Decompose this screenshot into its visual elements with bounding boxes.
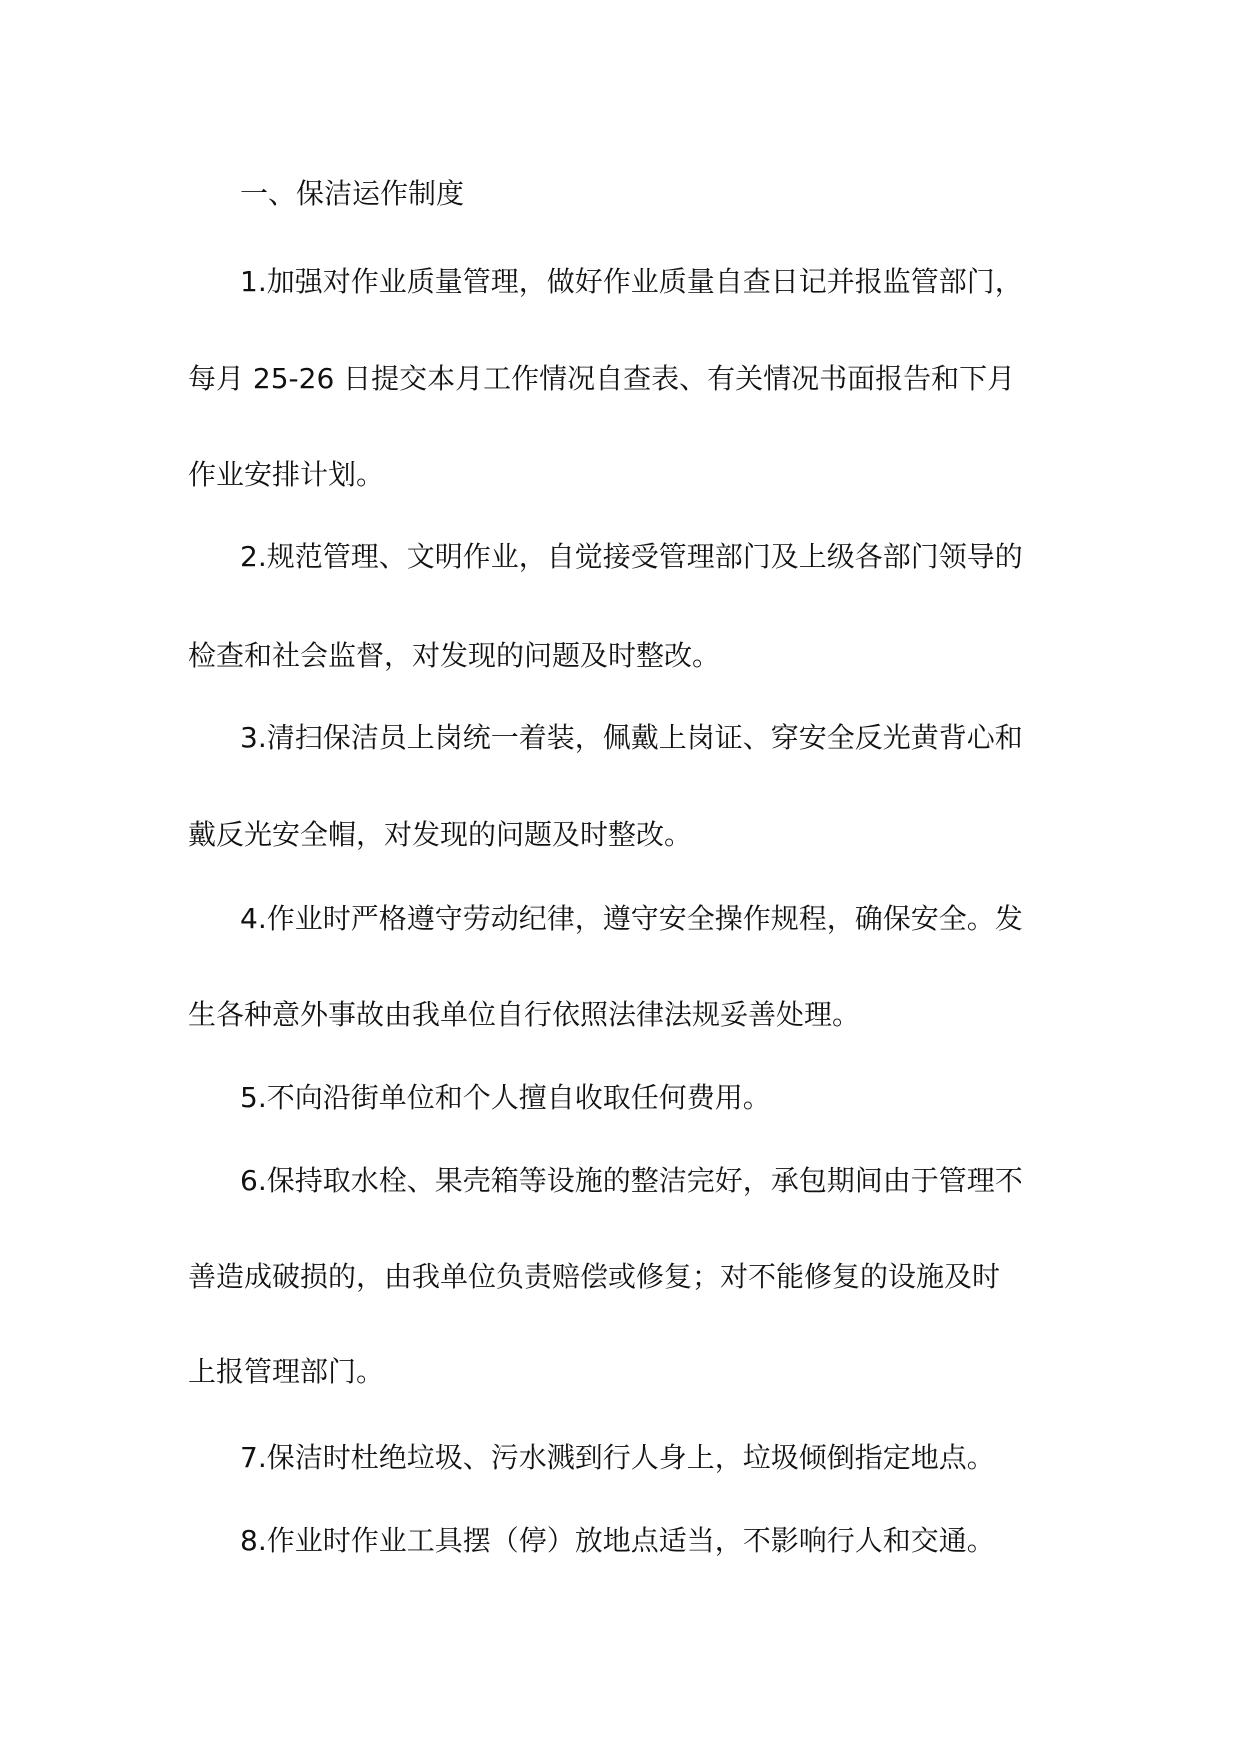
item-1-line-2: 每月 25-26 日提交本月工作情况自查表、有关情况书面报告和下月 — [188, 362, 1016, 395]
item-1-line-1: 1.加强对作业质量管理，做好作业质量自查日记并报监管部门， — [240, 265, 1023, 298]
item-1-line-3: 作业安排计划。 — [188, 458, 385, 491]
item-3-line-1: 3.清扫保洁员上岗统一着装，佩戴上岗证、穿安全反光黄背心和 — [240, 721, 1023, 754]
item-2-line-1: 2.规范管理、文明作业，自觉接受管理部门及上级各部门领导的 — [240, 540, 1023, 573]
item-8-line-1: 8.作业时作业工具摆（停）放地点适当，不影响行人和交通。 — [240, 1524, 995, 1557]
item-7-line-1: 7.保洁时杜绝垃圾、污水溅到行人身上，垃圾倾倒指定地点。 — [240, 1441, 995, 1474]
item-6-line-3: 上报管理部门。 — [188, 1355, 385, 1388]
section-heading: 一、保洁运作制度 — [240, 177, 465, 210]
item-6-line-1: 6.保持取水栓、果壳箱等设施的整洁完好，承包期间由于管理不 — [240, 1164, 1023, 1197]
item-5-line-1: 5.不向沿街单位和个人擅自收取任何费用。 — [240, 1081, 771, 1114]
item-2-line-2: 检查和社会监督，对发现的问题及时整改。 — [188, 639, 721, 672]
item-6-line-2: 善造成破损的，由我单位负责赔偿或修复；对不能修复的设施及时 — [188, 1260, 1001, 1293]
item-4-line-1: 4.作业时严格遵守劳动纪律，遵守安全操作规程，确保安全。发 — [240, 902, 1023, 935]
item-4-line-2: 生各种意外事故由我单位自行依照法律法规妥善处理。 — [188, 998, 861, 1031]
item-3-line-2: 戴反光安全帽，对发现的问题及时整改。 — [188, 818, 693, 851]
